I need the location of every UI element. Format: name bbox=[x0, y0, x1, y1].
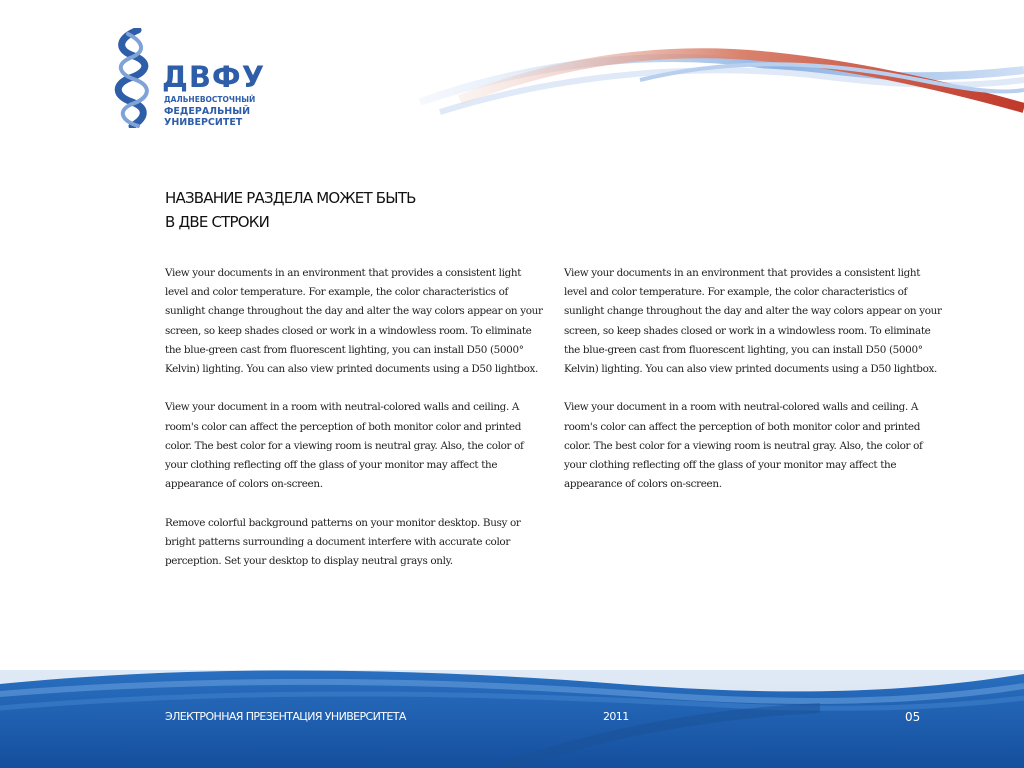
section-title bbox=[165, 186, 545, 234]
footer-title: ЭЛЕКТРОННАЯ ПРЕЗЕНТАЦИЯ УНИВЕРСИТЕТА bbox=[165, 710, 406, 723]
logo-name: ДВФУ bbox=[162, 60, 266, 94]
right-paragraph-2: View your document in a room with neutral-colored walls and ceiling. A room's color can affect the perception of both monitor color and printed color. The best color for a viewing room is neutral gray. Also, the color of your clothing reflecting off the glass of your monitor may affect the appearance of colors on-screen. bbox=[564, 401, 923, 491]
header-ribbons bbox=[400, 40, 1024, 130]
footer-band bbox=[0, 664, 1024, 768]
left-paragraph-1: View your documents in an environment that provides a consistent light level and color temperature. For example, the color characteristics of sunlight change throughout the day and alter the way colors appear on your screen, so keep shades closed or work in a windowless room. To eliminate the blue-green cast from fluorescent lighting, you can install D50 (5000° Kelvin) lighting. You can also view printed documents using a D50 lightbox. bbox=[165, 267, 543, 376]
logo-subtitle-line-1: ДАЛЬНЕВОСТОЧНЫЙ bbox=[164, 95, 256, 104]
logo-subtitle-line-2: ФЕДЕРАЛЬНЫЙ bbox=[164, 105, 251, 117]
logo-subtitle-line-3: УНИВЕРСИТЕТ bbox=[164, 117, 243, 128]
left-paragraph-3: Remove colorful background patterns on your monitor desktop. Busy or bright patterns surrounding a document interfere with accurate color perception. Set your desktop to display neutral grays only. bbox=[165, 516, 521, 568]
section-title-line-2: В ДВЕ СТРОКИ bbox=[165, 213, 270, 231]
university-logo bbox=[108, 28, 268, 132]
footer-year: 2011 bbox=[603, 710, 629, 723]
right-text-column bbox=[564, 264, 944, 514]
right-paragraph-1: View your documents in an environment that provides a consistent light level and color temperature. For example, the color characteristics of sunlight change throughout the day and alter the way colors appear on your screen, so keep shades closed or work in a windowless room. To eliminate the blue-green cast from fluorescent lighting, you can install D50 (5000° Kelvin) lighting. You can also view printed documents using a D50 lightbox. bbox=[564, 267, 942, 376]
left-text-column bbox=[165, 264, 545, 590]
logo-subtitle bbox=[164, 94, 255, 129]
footer-wave-background bbox=[0, 664, 1024, 768]
page-number: 05 bbox=[905, 710, 921, 724]
section-title-line-1: НАЗВАНИЕ РАЗДЕЛА МОЖЕТ БЫТЬ bbox=[165, 189, 416, 207]
left-paragraph-2: View your document in a room with neutral-colored walls and ceiling. A room's color can affect the perception of both monitor color and printed color. The best color for a viewing room is neutral gray. Also, the color of your clothing reflecting off the glass of your monitor may affect the appearance of colors on-screen. bbox=[165, 401, 524, 491]
logo-emblem-icon bbox=[108, 28, 158, 128]
